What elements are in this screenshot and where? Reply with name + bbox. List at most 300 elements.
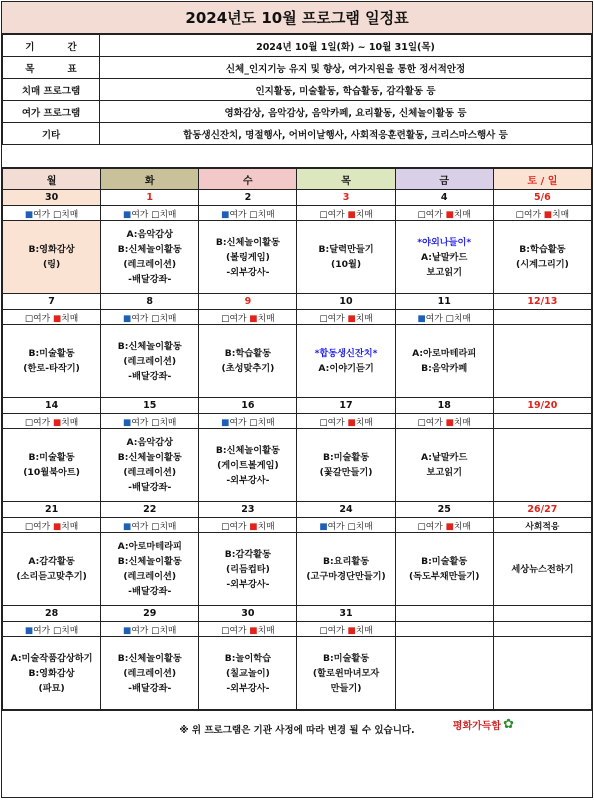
date-number: 3	[297, 190, 395, 206]
date-number: 11	[395, 294, 493, 310]
date-number: 30	[199, 606, 297, 622]
activity-cell	[395, 637, 493, 710]
checkbox-icon: □	[52, 625, 62, 636]
activity-cell	[199, 637, 297, 710]
activity-line: -배달강좌-	[128, 370, 172, 382]
program-tag	[101, 206, 199, 221]
activity-line: B:음악카페	[421, 363, 468, 374]
tag-chimae-label: 치매	[257, 313, 275, 324]
checkbox-icon: □	[151, 209, 160, 220]
checkbox-icon: □	[151, 417, 160, 428]
activity-line: (파묘)	[38, 682, 65, 694]
checkbox-icon: ■	[249, 625, 258, 636]
program-tag	[493, 518, 591, 533]
activity-cell	[297, 221, 395, 294]
date-number: 4	[395, 190, 493, 206]
tag-yeoga-label: 여가	[327, 625, 348, 636]
tag-row	[3, 206, 592, 221]
checkbox-icon: □	[319, 209, 328, 220]
tag-yeoga-label: 여가	[229, 313, 250, 324]
tag-yeoga-label: 여가	[327, 313, 348, 324]
tag-row	[3, 414, 592, 429]
tag-chimae-label: 치매	[159, 625, 177, 636]
activity-line: B:미술활동	[322, 452, 370, 463]
activity-cell	[297, 533, 395, 606]
tag-yeoga-label: 여가	[425, 313, 446, 324]
activity-line: B:미술활동	[421, 556, 468, 567]
tag-yeoga-label: 여가	[425, 417, 446, 428]
tag-chimae-label: 치매	[257, 625, 275, 636]
info-value: 2024년 10월 1일(화) ~ 10월 31일(목)	[100, 35, 592, 57]
activity-cell	[395, 221, 493, 294]
info-table	[2, 34, 592, 145]
activity-cell	[199, 325, 297, 398]
activity-line: B:신체놀이활동	[215, 444, 280, 456]
date-row	[3, 294, 592, 310]
activity-line: (게이트볼게임)	[217, 459, 279, 471]
tag-chimae-label: 치매	[552, 209, 570, 220]
info-label: 치매 프로그램	[3, 79, 100, 101]
activity-line: *야외나들이*	[417, 236, 472, 248]
date-number: 1	[101, 190, 199, 206]
activity-line: -배달강좌-	[128, 586, 172, 597]
day-header-row	[3, 169, 592, 190]
program-tag	[297, 310, 395, 325]
page-title: 2024년도 10월 프로그램 일정표	[2, 2, 592, 34]
activity-line: 세상뉴스전하기	[511, 563, 574, 575]
activity-cell	[199, 533, 297, 606]
activity-line: B:요리활동	[322, 556, 370, 567]
tag-yeoga-label: 여가	[33, 417, 53, 428]
activity-line: B:학습활동	[224, 348, 271, 359]
tag-yeoga-label: 여가	[327, 209, 348, 220]
date-number: 19/20	[493, 398, 591, 414]
activity-cell	[297, 325, 395, 398]
day-header: 화	[101, 169, 199, 190]
spacer-row	[2, 145, 592, 168]
date-number: 16	[199, 398, 297, 414]
activity-line: B:놀이학습	[224, 652, 271, 664]
date-row	[3, 606, 592, 622]
activity-line: A:낱말카드	[420, 251, 468, 263]
activity-line: (할로윈마녀모자	[312, 667, 380, 679]
date-number: 30	[3, 190, 101, 206]
tag-row	[3, 622, 592, 637]
checkbox-icon: □	[24, 313, 34, 324]
activity-cell	[395, 429, 493, 502]
tag-chimae-label: 치매	[61, 521, 79, 532]
activity-line: (칠교놀이)	[225, 667, 270, 679]
info-row	[3, 35, 592, 57]
activity-line: A:미술작품감상하기	[10, 652, 93, 664]
activity-line: A:감각활동	[28, 556, 75, 567]
activity-line: B:달력만들기	[318, 244, 374, 255]
tag-row	[3, 310, 592, 325]
tag-chimae-label: 치매	[355, 209, 373, 220]
activity-row	[3, 533, 592, 606]
activity-line: (레크레이션)	[123, 355, 177, 367]
program-tag	[395, 206, 493, 221]
checkbox-icon: □	[221, 521, 230, 532]
activity-cell	[199, 221, 297, 294]
activity-line: (링)	[42, 259, 61, 270]
program-tag	[395, 518, 493, 533]
checkbox-icon: ■	[347, 417, 356, 428]
tag-chimae-label: 치매	[355, 313, 373, 324]
activity-line: -배달강좌-	[128, 274, 172, 285]
date-number: 22	[101, 502, 199, 518]
date-number: 29	[101, 606, 199, 622]
date-number: 2	[199, 190, 297, 206]
checkbox-icon: □	[151, 521, 160, 532]
activity-line: *합동생신잔치*	[314, 348, 378, 359]
activity-line: (초성맞추기)	[221, 363, 275, 374]
date-number: 5/6	[493, 190, 591, 206]
tag-yeoga-label: 여가	[425, 521, 446, 532]
program-tag	[297, 518, 395, 533]
activity-cell	[395, 325, 493, 398]
activity-line: 보고읽기	[426, 266, 462, 278]
date-number: 31	[297, 606, 395, 622]
tag-chimae-label: 치매	[159, 313, 177, 324]
checkbox-icon: □	[24, 521, 34, 532]
activity-line: (레크레이션)	[123, 667, 177, 679]
tag-yeoga-label: 여가	[229, 521, 250, 532]
date-number	[493, 606, 591, 622]
checkbox-icon: ■	[319, 521, 328, 532]
day-header: 월	[3, 169, 101, 190]
activity-line: (10월)	[331, 259, 362, 270]
day-header: 수	[199, 169, 297, 190]
checkbox-icon: □	[221, 625, 230, 636]
checkbox-icon: □	[515, 209, 524, 220]
info-row	[3, 79, 592, 101]
program-tag	[493, 622, 591, 637]
activity-cell	[493, 637, 591, 710]
date-row	[3, 190, 592, 206]
tag-chimae-label: 치매	[159, 521, 177, 532]
checkbox-icon: ■	[249, 313, 258, 324]
activity-line: B:신체놀이활동	[117, 652, 182, 664]
checkbox-icon: ■	[123, 521, 132, 532]
date-row	[3, 398, 592, 414]
checkbox-icon: ■	[24, 209, 34, 220]
activity-line: (볼링게임)	[225, 251, 270, 263]
date-number: 14	[3, 398, 101, 414]
tag-yeoga-label: 여가	[33, 521, 53, 532]
activity-row	[3, 325, 592, 398]
date-number: 24	[297, 502, 395, 518]
checkbox-icon: ■	[123, 417, 132, 428]
tag-chimae-label: 치매	[453, 313, 471, 324]
checkbox-icon: ■	[445, 521, 454, 532]
activity-line: -외부강사-	[226, 474, 270, 486]
program-tag	[493, 414, 591, 429]
activity-line: B:신체놀이활동	[117, 556, 182, 567]
activity-line: (레크레이션)	[123, 571, 177, 582]
info-value: 신체_인지기능 유지 및 향상, 여가지원을 통한 정서적안정	[100, 57, 592, 79]
special-label: 사회적응	[525, 521, 560, 532]
checkbox-icon: □	[417, 417, 426, 428]
checkbox-icon: ■	[347, 209, 356, 220]
activity-line: (10월북아트)	[23, 467, 80, 478]
program-tag	[395, 310, 493, 325]
date-number: 12/13	[493, 294, 591, 310]
activity-line: (한로-타작기)	[23, 363, 80, 374]
date-row	[3, 502, 592, 518]
tag-yeoga-label: 여가	[131, 313, 152, 324]
activity-cell	[101, 221, 199, 294]
activity-cell	[199, 429, 297, 502]
day-header: 금	[395, 169, 493, 190]
tag-row	[3, 518, 592, 533]
day-header: 토 / 일	[493, 169, 591, 190]
checkbox-icon: ■	[52, 417, 62, 428]
checkbox-icon: □	[249, 209, 258, 220]
checkbox-icon: □	[445, 313, 454, 324]
tag-chimae-label: 치매	[453, 417, 471, 428]
checkbox-icon: ■	[123, 625, 132, 636]
checkbox-icon: □	[417, 521, 426, 532]
activity-row	[3, 637, 592, 710]
checkbox-icon: ■	[123, 313, 132, 324]
tag-yeoga-label: 여가	[425, 209, 446, 220]
program-tag	[297, 414, 395, 429]
program-tag	[199, 206, 297, 221]
activity-line: (레크레이션)	[123, 259, 177, 270]
date-number: 18	[395, 398, 493, 414]
activity-line: (소리듣고맞추기)	[16, 571, 87, 582]
checkbox-icon: □	[151, 625, 160, 636]
activity-line: B:미술활동	[28, 348, 75, 359]
tag-yeoga-label: 여가	[33, 209, 53, 220]
program-tag	[101, 414, 199, 429]
checkbox-icon: ■	[123, 209, 132, 220]
activity-line: B:신체놀이활동	[117, 452, 182, 463]
date-number: 21	[3, 502, 101, 518]
checkbox-icon: □	[24, 417, 34, 428]
program-tag	[101, 622, 199, 637]
tag-yeoga-label: 여가	[229, 625, 250, 636]
date-number: 10	[297, 294, 395, 310]
tag-chimae-label: 치매	[355, 521, 373, 532]
activity-line: A:음악감상	[126, 229, 173, 240]
info-label: 기타	[3, 123, 100, 145]
activity-line: (고구마경단만들기)	[306, 571, 386, 582]
checkbox-icon: □	[319, 625, 328, 636]
date-number: 28	[3, 606, 101, 622]
activity-line: B:미술활동	[28, 452, 75, 463]
program-tag	[3, 310, 101, 325]
activity-line: -외부강사-	[226, 682, 270, 694]
activity-cell	[3, 221, 101, 294]
date-number: 15	[101, 398, 199, 414]
checkbox-icon: □	[319, 313, 328, 324]
activity-line: B:학습활동	[519, 244, 566, 255]
tag-chimae-label: 치매	[159, 209, 177, 220]
date-number: 26/27	[493, 502, 591, 518]
date-number: 7	[3, 294, 101, 310]
checkbox-icon: □	[52, 209, 62, 220]
activity-line: -배달강좌-	[128, 482, 172, 493]
tag-chimae-label: 치매	[453, 521, 471, 532]
tag-yeoga-label: 여가	[33, 313, 53, 324]
activity-line: -외부강사-	[226, 578, 270, 590]
activity-cell	[3, 325, 101, 398]
activity-cell	[493, 325, 591, 398]
info-row	[3, 123, 592, 145]
checkbox-icon: ■	[221, 417, 230, 428]
program-tag	[395, 622, 493, 637]
tag-chimae-label: 치매	[61, 313, 79, 324]
activity-row	[3, 429, 592, 502]
program-tag	[101, 310, 199, 325]
activity-cell	[493, 429, 591, 502]
tag-yeoga-label: 여가	[131, 209, 152, 220]
activity-line: A:아로마테라피	[117, 541, 182, 552]
info-row	[3, 57, 592, 79]
activity-line: A:음악감상	[126, 437, 173, 448]
tag-chimae-label: 치매	[61, 417, 79, 428]
footer-note: ※ 위 프로그램은 기관 사정에 따라 변경 될 수 있습니다.	[179, 725, 415, 736]
program-tag	[3, 622, 101, 637]
tag-yeoga-label: 여가	[229, 209, 250, 220]
activity-cell	[3, 429, 101, 502]
program-tag	[297, 622, 395, 637]
activity-line: B:미술활동	[322, 652, 370, 664]
checkbox-icon: ■	[445, 209, 454, 220]
activity-cell	[101, 637, 199, 710]
checkbox-icon: ■	[417, 313, 426, 324]
tag-chimae-label: 치매	[453, 209, 471, 220]
checkbox-icon: ■	[52, 521, 62, 532]
activity-line: B:영화감상	[28, 244, 75, 255]
tag-yeoga-label: 여가	[523, 209, 544, 220]
activity-row	[3, 221, 592, 294]
tag-chimae-label: 치매	[61, 209, 79, 220]
activity-line: (시계그리기)	[516, 259, 569, 270]
activity-line: -외부강사-	[226, 266, 270, 278]
activity-cell	[101, 325, 199, 398]
program-tag	[199, 414, 297, 429]
activity-line: A:아로마테라피	[412, 348, 477, 359]
activity-cell	[297, 429, 395, 502]
activity-line: (독도부채만들기)	[408, 571, 480, 582]
checkbox-icon: ■	[347, 625, 356, 636]
tag-yeoga-label: 여가	[327, 417, 348, 428]
tag-chimae-label: 치매	[257, 209, 275, 220]
info-label: 기 간	[3, 35, 100, 57]
program-tag	[395, 414, 493, 429]
checkbox-icon: □	[347, 521, 356, 532]
checkbox-icon: □	[151, 313, 160, 324]
checkbox-icon: ■	[445, 417, 454, 428]
program-tag	[101, 518, 199, 533]
checkbox-icon: ■	[221, 209, 230, 220]
activity-line: B:신체놀이활동	[215, 236, 280, 248]
activity-cell	[3, 637, 101, 710]
tag-yeoga-label: 여가	[327, 521, 348, 532]
activity-cell	[101, 533, 199, 606]
tag-chimae-label: 치매	[355, 417, 373, 428]
info-value: 영화감상, 음악감상, 음악카페, 요리활동, 신체놀이활동 등	[100, 101, 592, 123]
activity-cell	[101, 429, 199, 502]
tag-yeoga-label: 여가	[33, 625, 53, 636]
tag-yeoga-label: 여가	[229, 417, 250, 428]
schedule-page	[1, 1, 593, 798]
date-number: 25	[395, 502, 493, 518]
activity-line: (리듬컵타)	[225, 563, 270, 575]
activity-line: B:신체놀이활동	[117, 244, 182, 255]
program-tag	[3, 518, 101, 533]
program-tag	[3, 206, 101, 221]
leaf-icon: ✿	[503, 717, 514, 732]
footer	[2, 710, 592, 747]
activity-line: A:이야기듣기	[318, 363, 374, 374]
date-number	[395, 606, 493, 622]
info-label: 목 표	[3, 57, 100, 79]
activity-line: B:신체놀이활동	[117, 340, 182, 352]
date-number: 8	[101, 294, 199, 310]
program-tag	[199, 518, 297, 533]
checkbox-icon: □	[417, 209, 426, 220]
activity-cell	[493, 533, 591, 606]
activity-line: 만들기)	[330, 682, 362, 694]
tag-yeoga-label: 여가	[131, 625, 152, 636]
program-tag	[199, 622, 297, 637]
date-number: 17	[297, 398, 395, 414]
logo-text: 평화가득함	[452, 721, 502, 732]
day-header: 목	[297, 169, 395, 190]
activity-line: B:감각활동	[224, 548, 271, 560]
info-value: 인지활동, 미술활동, 학습활동, 감각활동 등	[100, 79, 592, 101]
checkbox-icon: ■	[52, 313, 62, 324]
tag-yeoga-label: 여가	[131, 521, 152, 532]
checkbox-icon: □	[221, 313, 230, 324]
date-number: 23	[199, 502, 297, 518]
info-row	[3, 101, 592, 123]
activity-cell	[493, 221, 591, 294]
activity-line: B:영화감상	[28, 667, 75, 679]
activity-line: A:낱말카드	[420, 452, 468, 463]
tag-chimae-label: 치매	[355, 625, 373, 636]
activity-line: (레크레이션)	[123, 467, 177, 478]
program-tag	[493, 310, 591, 325]
program-tag	[199, 310, 297, 325]
tag-yeoga-label: 여가	[131, 417, 152, 428]
activity-line: 보고읽기	[426, 467, 462, 478]
checkbox-icon: ■	[543, 209, 553, 220]
program-tag	[3, 414, 101, 429]
tag-chimae-label: 치매	[61, 625, 79, 636]
calendar-table	[2, 168, 592, 710]
checkbox-icon: ■	[24, 625, 34, 636]
date-number: 9	[199, 294, 297, 310]
info-label: 여가 프로그램	[3, 101, 100, 123]
activity-line: -배달강좌-	[128, 682, 172, 694]
activity-cell	[297, 637, 395, 710]
program-tag	[297, 206, 395, 221]
activity-cell	[395, 533, 493, 606]
tag-chimae-label: 치매	[159, 417, 177, 428]
activity-cell	[3, 533, 101, 606]
checkbox-icon: ■	[347, 313, 356, 324]
tag-chimae-label: 치매	[257, 521, 275, 532]
info-value: 합동생신잔치, 명절행사, 어버이날행사, 사회적응훈련활동, 크리스마스행사 등	[100, 123, 592, 145]
checkbox-icon: ■	[249, 521, 258, 532]
checkbox-icon: □	[249, 417, 258, 428]
activity-line: (꽃갈만들기)	[319, 467, 373, 478]
